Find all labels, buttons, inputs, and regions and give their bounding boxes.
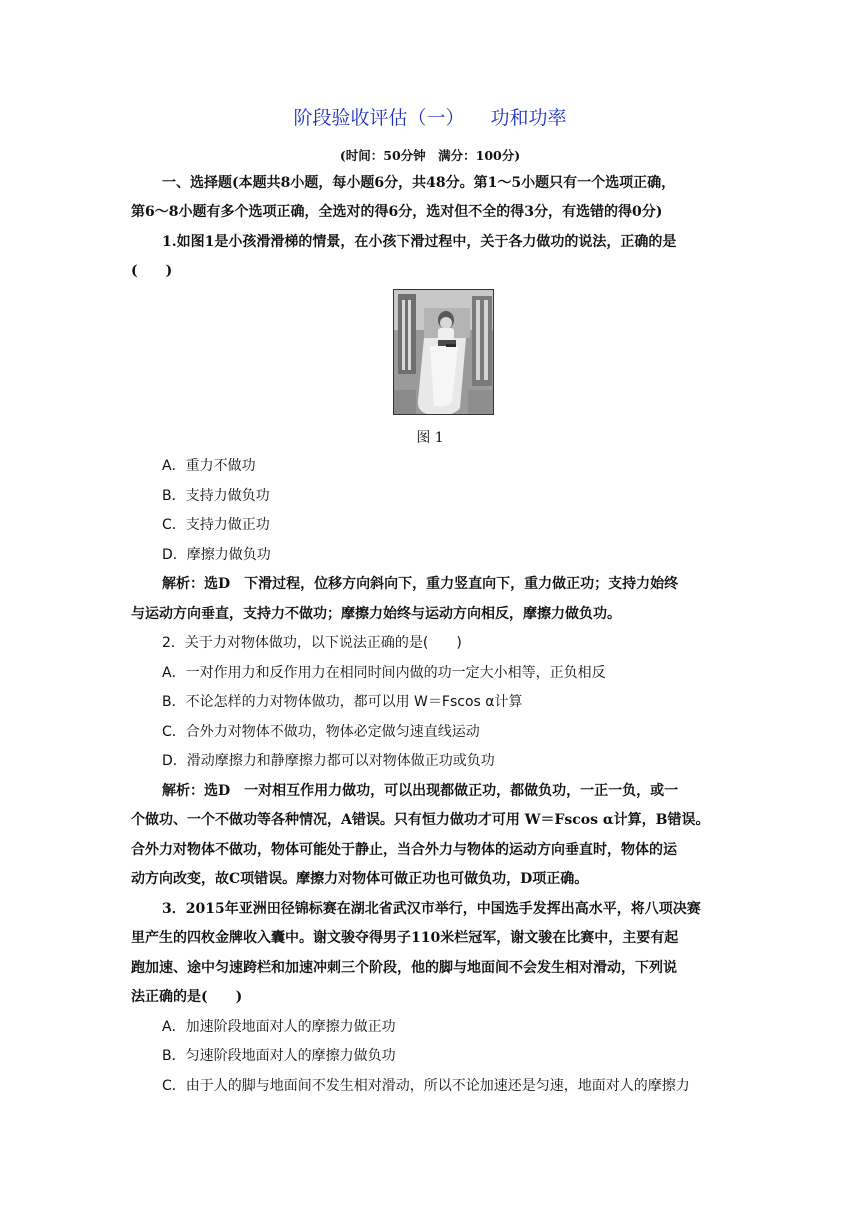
q2-option-d: D．滑动摩擦力和静摩擦力都可以对物体做正功或负功: [162, 753, 495, 769]
q2-analysis-line4: 动方向改变，故C项错误。摩擦力对物体可做正功也可做负功，D项正确。: [131, 871, 589, 887]
q3-option-c: C．由于人的脚与地面间不发生相对滑动，所以不论加速还是匀速，地面对人的摩擦力: [162, 1078, 690, 1094]
q2-option-b: B．不论怎样的力对物体做功，都可以用 W＝Fscos α计算: [162, 694, 523, 710]
q1-stem-line2: ( ): [131, 263, 173, 279]
q3-option-b: B．匀速阶段地面对人的摩擦力做负功: [162, 1048, 396, 1064]
exam-info: (时间：50分钟 满分：100分): [339, 148, 521, 163]
q1-stem-line1: 1.如图1是小孩滑滑梯的情景，在小孩下滑过程中，关于各力做功的说法，正确的是: [162, 234, 677, 250]
q2-analysis-line2: 个做功、一个不做功等各种情况，A错误。只有恒力做功才可用 W＝Fscos α计算，B错误。: [131, 812, 710, 828]
q3-stem-line4: 法正确的是( ): [131, 989, 243, 1005]
section-intro-line2: 第6～8小题有多个选项正确，全选对的得6分，选对但不全的得3分，有选错的得0分): [131, 204, 663, 220]
title-main: 阶段验收评估（一）: [293, 107, 465, 129]
figure-caption: 图 1: [416, 430, 444, 446]
q3-option-a: A．加速阶段地面对人的摩擦力做正功: [162, 1019, 396, 1035]
section-intro-line1: 一、选择题(本题共8小题，每小题6分，共48分。第1～5小题只有一个选项正确，: [162, 175, 676, 191]
title-topic: 功和功率: [490, 107, 567, 129]
q1-option-d: D．摩擦力做负功: [162, 547, 271, 563]
q1-analysis-line2: 与运动方向垂直，支持力不做功；摩擦力始终与运动方向相反，摩擦力做负功。: [131, 606, 621, 622]
q2-analysis-line3: 合外力对物体不做功，物体可能处于静止，当合外力与物体的运动方向垂直时，物体的运: [131, 842, 677, 858]
q3-stem-line2: 里产生的四枚金牌收入囊中。谢文骏夺得男子110米栏冠军，谢文骏在比赛中，主要有起: [131, 930, 679, 946]
q2-analysis-line1: 解析：选D 一对相互作用力做功，可以出现都做正功，都做负功，一正一负，或一: [162, 783, 679, 799]
q1-option-b: B．支持力做负功: [162, 488, 270, 504]
slide-photo: [393, 289, 494, 415]
child-on-slide-image: [394, 290, 494, 415]
q1-option-a: A．重力不做功: [162, 458, 256, 474]
q3-stem-line3: 跑加速、途中匀速跨栏和加速冲刺三个阶段，他的脚与地面间不会发生相对滑动，下列说: [131, 960, 677, 976]
q3-stem-line1: 3．2015年亚洲田径锦标赛在湖北省武汉市举行，中国选手发挥出高水平，将八项决赛: [162, 901, 701, 917]
q1-option-c: C．支持力做正功: [162, 517, 270, 533]
q1-analysis-line1: 解析：选D 下滑过程，位移方向斜向下，重力竖直向下，重力做正功；支持力始终: [162, 576, 679, 592]
q2-stem: 2．关于力对物体做功，以下说法正确的是( ): [162, 635, 462, 651]
q2-option-c: C．合外力对物体不做功，物体必定做匀速直线运动: [162, 724, 480, 740]
page-title: [0, 103, 860, 130]
q2-option-a: A．一对作用力和反作用力在相同时间内做的功一定大小相等，正负相反: [162, 665, 606, 681]
